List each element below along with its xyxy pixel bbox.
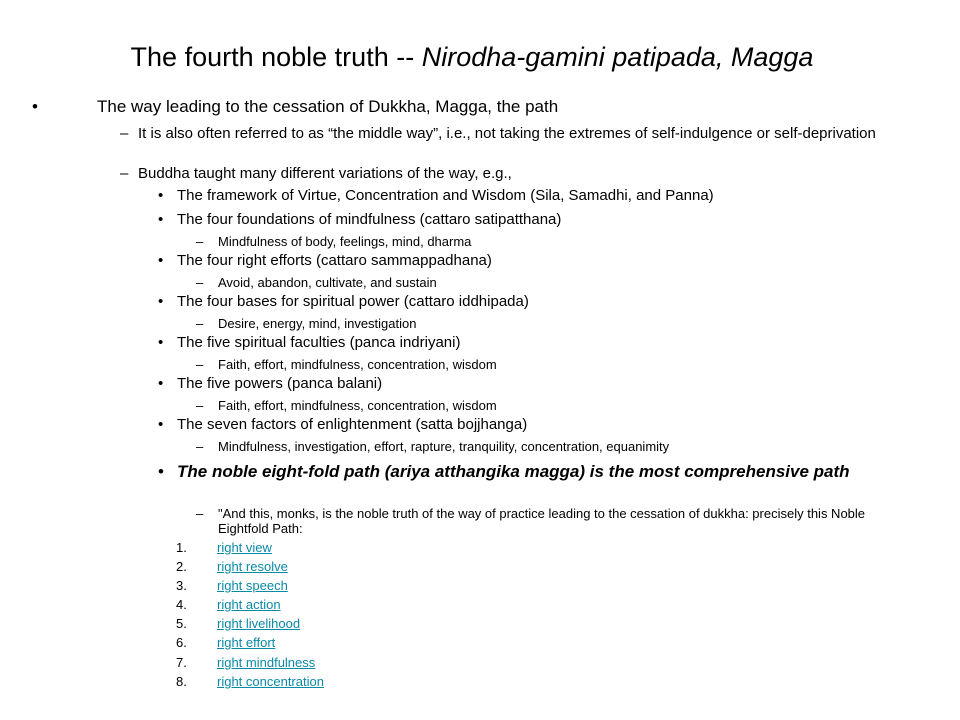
variation-text: The five spiritual faculties (panca indriyani) [177,334,461,351]
variation-text: The seven factors of enlightenment (satta bojjhanga) [177,416,528,433]
variation-text: The five powers (panca balani) [177,375,383,392]
bullet-marker: • [158,416,164,433]
link-right-speech[interactable]: right speech [217,578,288,593]
variation-sub-text: Avoid, abandon, cultivate, and sustain [218,275,437,290]
variation-text: The four foundations of mindfulness (cattaro satipatthana) [177,211,562,228]
list-number: 3. [176,578,187,593]
link-right-view[interactable]: right view [217,540,272,555]
list-number: 2. [176,559,187,574]
variation-text: The four bases for spiritual power (cattaro iddhipada) [177,293,529,310]
middle-way-text: It is also often referred to as “the middle way”, i.e., not taking the extremes of self-indulgence or self-deprivation [138,125,876,142]
list-number: 7. [176,655,187,670]
bullet-marker: • [158,375,164,392]
link-right-resolve[interactable]: right resolve [217,559,288,574]
variation-sub-text: Mindfulness, investigation, effort, rapture, tranquility, concentration, equanimity [218,439,670,454]
dash-marker: – [196,439,204,454]
main-bullet-text: The way leading to the cessation of Dukkha, Magga, the path [97,97,559,116]
bullet-marker: • [32,97,38,116]
list-number: 5. [176,616,187,631]
dash-marker: – [120,165,129,182]
slide-title-prefix: The fourth noble truth -- [130,42,422,72]
variations-intro-text: Buddha taught many different variations of the way, e.g., [138,165,512,182]
link-right-mindfulness[interactable]: right mindfulness [217,655,316,670]
dash-marker: – [196,234,204,249]
bullet-marker: • [158,334,164,351]
list-number: 1. [176,540,187,555]
dash-marker: – [196,398,204,413]
dash-marker: – [196,275,204,290]
link-right-concentration[interactable]: right concentration [217,674,324,689]
eightfold-heading: The noble eight-fold path (ariya atthangika magga) is the most comprehensive path [177,462,850,481]
variation-sub-text: Desire, energy, mind, investigation [218,316,417,331]
variation-sub-text: Faith, effort, mindfulness, concentration, wisdom [218,357,497,372]
list-number: 8. [176,674,187,689]
slide-title-italic: Nirodha-gamini patipada, Magga [421,42,814,72]
bullet-marker: • [158,187,164,204]
variation-sub-text: Mindfulness of body, feelings, mind, dharma [218,234,472,249]
eightfold-quote: "And this, monks, is the noble truth of the way of practice leading to the cessation of dukkha: precisely this Noble Eightfold Path: [218,506,866,536]
dash-marker: – [196,357,204,372]
bullet-marker: • [158,293,164,310]
bullet-marker: • [158,252,164,269]
link-right-action[interactable]: right action [217,597,281,612]
variation-text: The framework of Virtue, Concentration and Wisdom (Sila, Samadhi, and Panna) [177,187,714,204]
link-right-effort[interactable]: right effort [217,635,276,650]
slide-title [0,40,944,74]
bullet-marker: • [158,211,164,228]
list-number: 4. [176,597,187,612]
dash-marker: – [120,125,129,142]
bullet-marker: • [158,462,164,481]
variation-text: The four right efforts (cattaro sammappadhana) [177,252,492,269]
variation-sub-text: Faith, effort, mindfulness, concentration, wisdom [218,398,497,413]
dash-marker: – [196,316,204,331]
list-number: 6. [176,635,187,650]
link-right-livelihood[interactable]: right livelihood [217,616,301,631]
dash-marker: – [196,506,204,521]
